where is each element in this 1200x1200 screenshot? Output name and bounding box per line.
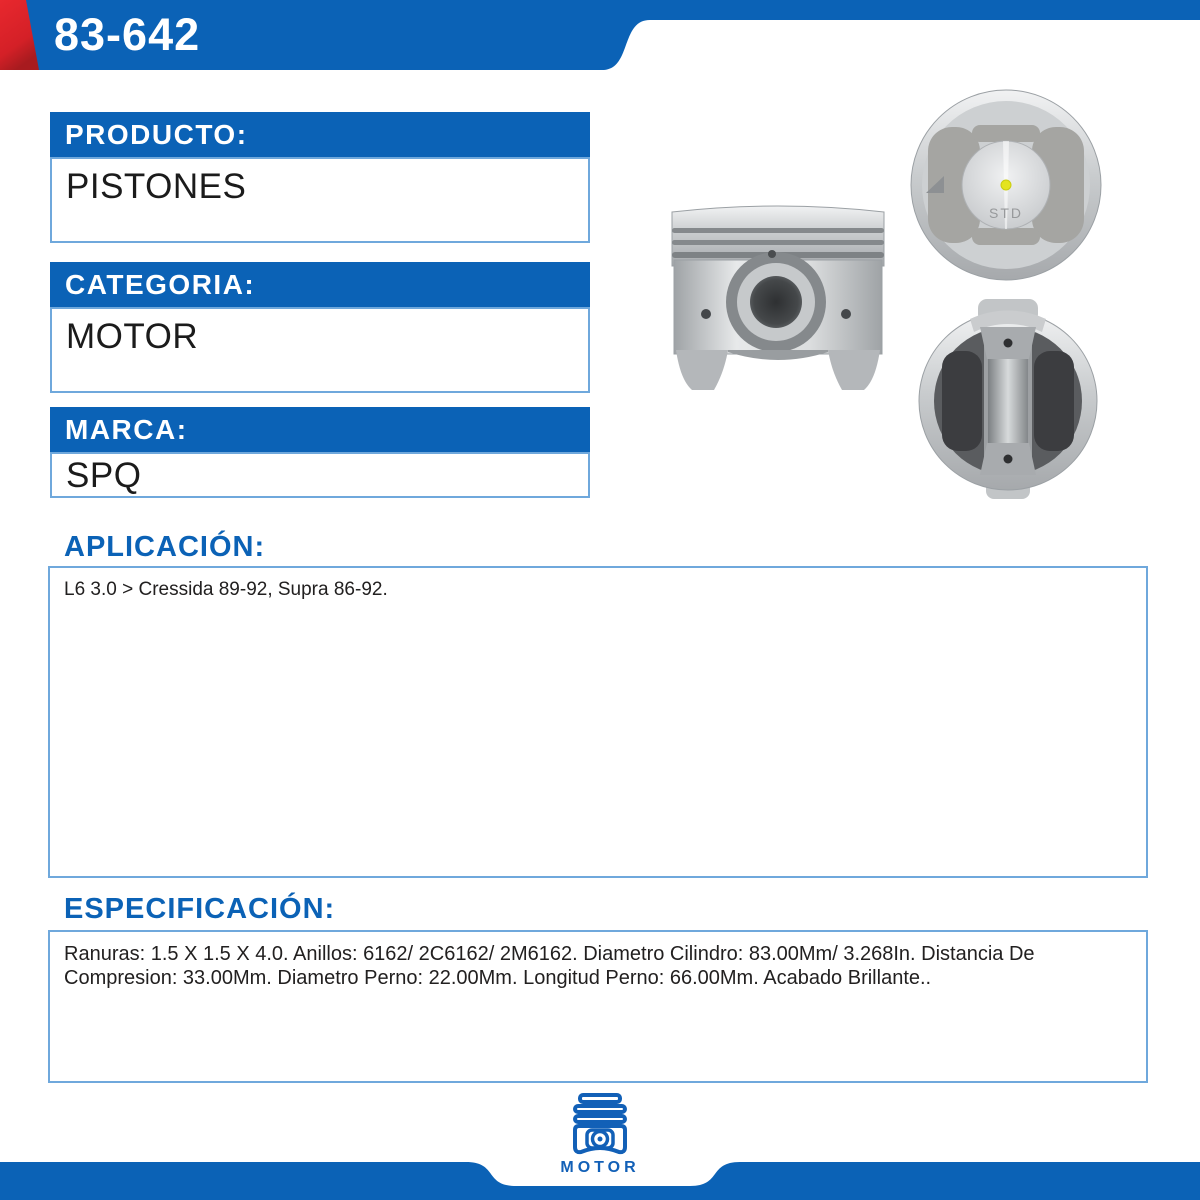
producto-value: PISTONES: [66, 167, 247, 206]
std-marking: STD: [989, 205, 1023, 221]
piston-category-icon: [562, 1092, 638, 1158]
categoria-label: CATEGORIA:: [65, 268, 256, 300]
footer-category-label: MOTOR: [560, 1159, 640, 1176]
marca-label-bar: [50, 407, 590, 452]
categoria-value: MOTOR: [66, 317, 199, 356]
application-text: L6 3.0 > Cressida 89-92, Supra 86-92.: [64, 579, 388, 600]
producto-label: PRODUCTO:: [65, 118, 248, 150]
piston-top-view-photo: [911, 90, 1101, 280]
piston-bottom-view-photo: [919, 299, 1097, 499]
producto-value-box: [50, 157, 590, 243]
marca-value-box: [50, 452, 590, 498]
application-box: [48, 566, 1148, 878]
categoria-label-bar: [50, 262, 590, 307]
specification-text: Ranuras: 1.5 X 1.5 X 4.0. Anillos: 6162/ 2C6162/ 2M6162. Diametro Cilindro: 83.00Mm/ 3.268In. Distancia De Compresion: 33.00Mm. Diametro Perno: 22.00Mm. Longitud Perno: 66.00Mm. Acabado Brillante..: [64, 943, 1035, 989]
specification-title: ESPECIFICACIÓN:: [64, 893, 336, 925]
producto-label-bar: [50, 112, 590, 157]
marca-value: SPQ: [66, 456, 142, 495]
part-number: 83-642: [54, 9, 201, 60]
specification-box: [48, 930, 1148, 1083]
application-title: APLICACIÓN:: [64, 531, 266, 563]
yellow-dot-marker: [1001, 180, 1011, 190]
marca-label: MARCA:: [65, 413, 188, 445]
piston-photos: [650, 78, 1120, 503]
categoria-value-box: [50, 307, 590, 393]
piston-side-view-photo: [672, 206, 884, 390]
footer-band: [0, 1160, 1200, 1200]
